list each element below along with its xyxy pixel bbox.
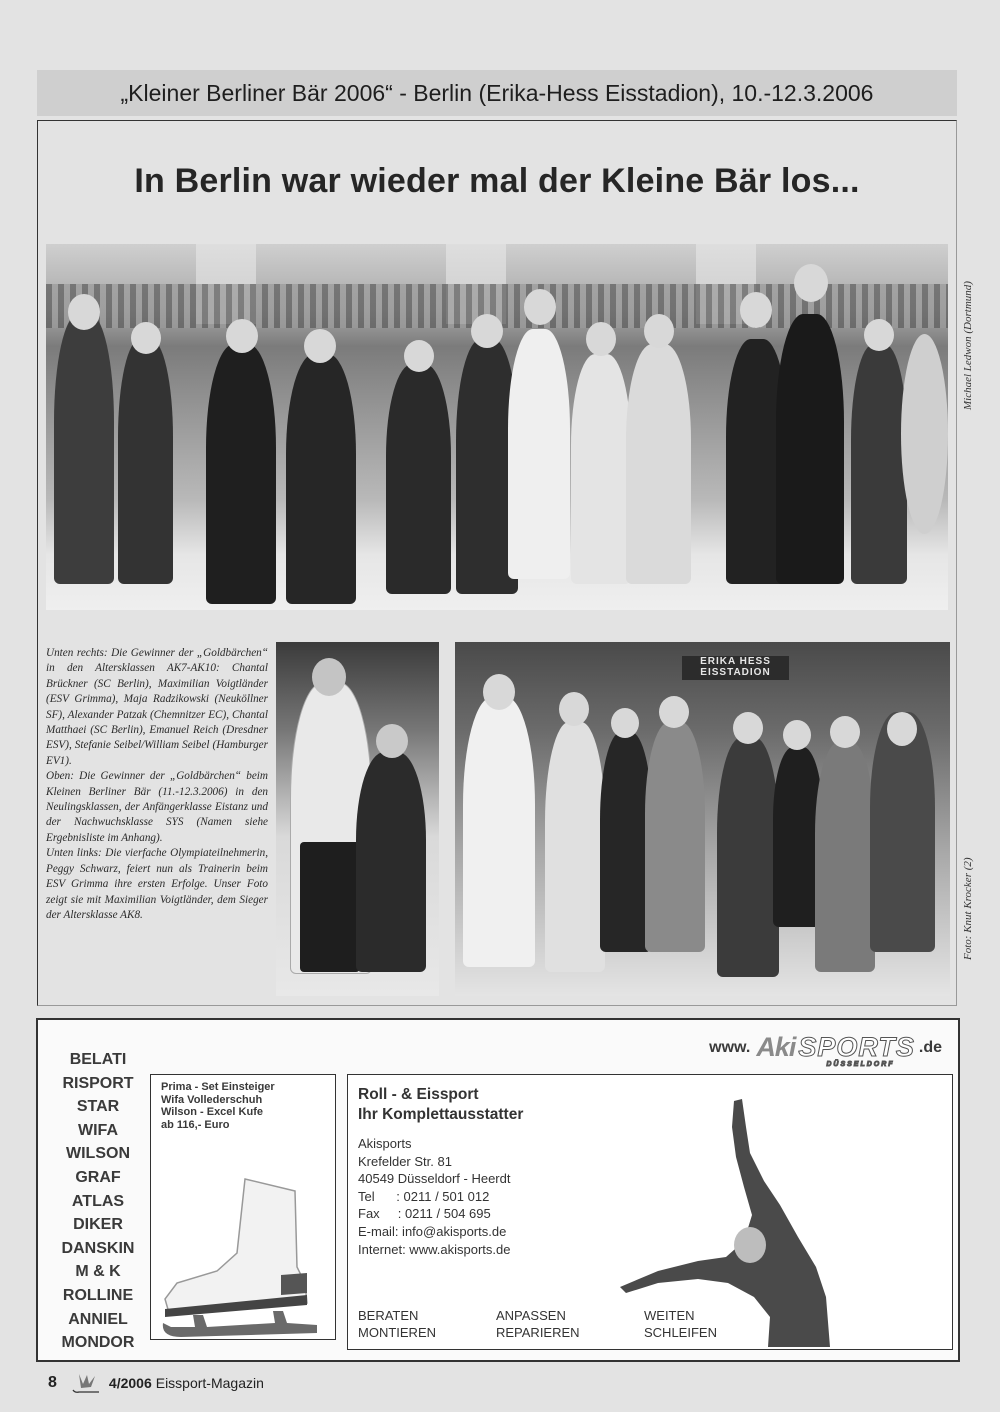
- address-line: E-mail: info@akisports.de: [358, 1223, 507, 1239]
- service-item: MONTIEREN: [358, 1325, 436, 1340]
- shop-title-line: Ihr Komplettausstatter: [358, 1106, 524, 1123]
- trainer-photo: [276, 642, 439, 996]
- offer-box: [150, 1074, 336, 1340]
- service-item: SCHLEIFEN: [644, 1325, 717, 1340]
- brand-item: M & K: [75, 1263, 121, 1281]
- skater-logo-icon: [69, 1372, 103, 1394]
- brand-item: ATLAS: [71, 1192, 125, 1210]
- akisports-advertisement: [36, 1018, 960, 1362]
- photo-caption: [46, 646, 268, 923]
- brand-item: BELATI: [69, 1051, 127, 1068]
- services-col-1: [358, 1307, 436, 1341]
- group-photo: [46, 244, 948, 610]
- brand-item: MONDOR: [61, 1334, 135, 1352]
- address-line: Krefelder Str. 81: [358, 1153, 452, 1169]
- service-item: REPARIEREN: [496, 1325, 580, 1340]
- logo-suffix: .de: [918, 1038, 942, 1056]
- service-item: WEITEN: [644, 1308, 695, 1323]
- brand-item: WILSON: [66, 1145, 130, 1163]
- offer-line: Wilson - Excel Kufe: [161, 1106, 263, 1118]
- brand-item: GRAF: [75, 1168, 121, 1186]
- akisports-logo: [709, 1032, 942, 1068]
- shop-title: [358, 1085, 523, 1125]
- shop-title-line: Roll - & Eissport: [358, 1086, 479, 1103]
- brand-item: WIFA: [78, 1121, 118, 1139]
- brand-item: RISPORT: [62, 1074, 134, 1092]
- photo-credit-top: Michael Ledwon (Dortmund): [962, 281, 974, 410]
- services-col-2: [496, 1307, 580, 1341]
- brand-item: DANSKIN: [61, 1239, 135, 1257]
- brand-item: ANNIEL: [68, 1310, 128, 1328]
- magazine-name: Eissport-Magazin: [155, 1375, 264, 1391]
- stadium-sign-line: EISSTADION: [700, 667, 771, 678]
- logo-aki: Aki: [756, 1032, 796, 1062]
- photo-credit-bottom: Foto: Knut Krocker (2): [962, 857, 974, 960]
- winners-photo: [455, 642, 950, 996]
- event-header-bar: [37, 70, 957, 116]
- brand-item: STAR: [76, 1098, 120, 1116]
- page-footer: [48, 1372, 264, 1394]
- address-line: Fax : 0211 / 504 695: [358, 1206, 491, 1222]
- logo-prefix: www.: [709, 1038, 751, 1056]
- shop-address: [358, 1135, 510, 1258]
- offer-line: Wifa Vollederschuh: [161, 1093, 263, 1106]
- brand-list: [50, 1048, 146, 1355]
- address-line: Tel : 0211 / 501 012: [358, 1188, 490, 1204]
- address-line: 40549 Düsseldorf - Heerdt: [358, 1171, 511, 1187]
- address-line: Akisports: [358, 1136, 412, 1151]
- caption-top: Oben: Die Gewinner der „Goldbärchen“ beim Kleinen Berliner Bär (11.-12.3.2006) in den Neulingsklassen, der Anfängerklasse Eistanz und der Nachwuchsklasse SYS (Namen siehe Ergebnisliste im Anhang).: [46, 770, 268, 844]
- event-title: „Kleiner Berliner Bär 2006“ - Berlin (Erika-Hess Eisstadion), 10.-12.3.2006: [120, 79, 874, 106]
- ice-skate-icon: [157, 1171, 327, 1341]
- service-item: BERATEN: [358, 1308, 419, 1323]
- offer-line: ab 116,- Euro: [161, 1118, 230, 1131]
- brand-item: DIKER: [73, 1216, 123, 1234]
- service-item: ANPASSEN: [496, 1308, 566, 1323]
- offer-line: Prima - Set Einsteiger: [161, 1081, 275, 1093]
- logo-sports-text: SPORTS: [798, 1032, 915, 1062]
- brand-item: ROLLINE: [62, 1286, 134, 1304]
- article-headline: In Berlin war wieder mal der Kleine Bär los...: [134, 162, 860, 200]
- skater-figure-icon: [618, 1097, 868, 1347]
- page-number: 8: [48, 1374, 57, 1391]
- stadium-sign-line: ERIKA HESS: [700, 656, 771, 667]
- caption-bottom-right: Unten rechts: Die Gewinner der „Goldbärchen“ in den Altersklassen AK7-AK10: Chantal Brückner (SC Berlin), Maximilian Voigtländer (ESV Grimma), Maja Radzikowski (Neuköllner SF), Alexander Patzak (Chemnitzer EC), Chantal Matthaei (SC Berlin), Emanuel Reich (Dresdner ESV), Stefanie Seibel/William Seibel (Hamburger EV1).: [46, 647, 268, 767]
- address-line: Internet: www.akisports.de: [358, 1241, 511, 1257]
- caption-bottom-left: Unten links: Die vierfache Olympiateilnehmerin, Peggy Schwarz, feiert nun als Trainerin beim ESV Grimma ihre ersten Erfolge. Unser Foto zeigt sie mit Maximilian Voigtländer, dem Sieger der Altersklasse AK8.: [46, 847, 268, 921]
- logo-subtitle: DÜSSELDORF: [826, 1061, 895, 1068]
- shop-info-box: [347, 1074, 953, 1350]
- stadium-sign: [682, 656, 789, 680]
- issue-number: 4/2006: [108, 1375, 152, 1391]
- logo-sports: [798, 1032, 915, 1068]
- offer-text: [161, 1081, 275, 1131]
